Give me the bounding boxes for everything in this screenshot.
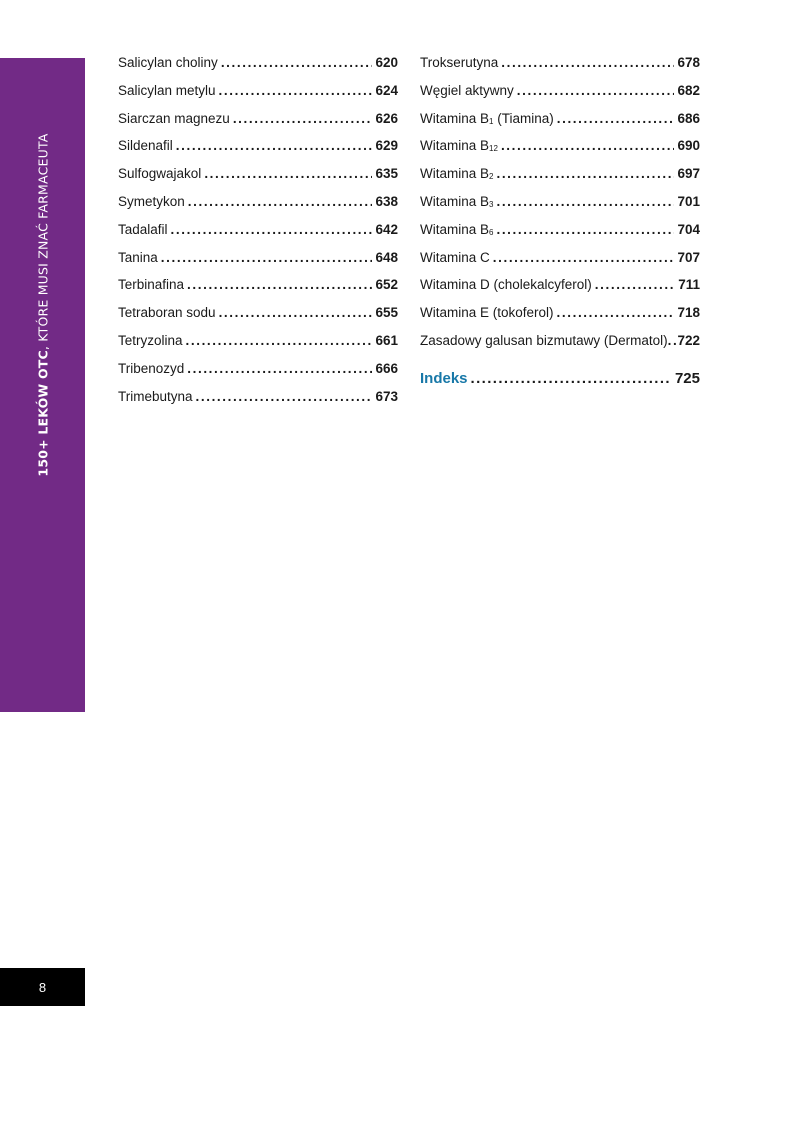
toc-entry[interactable] xyxy=(420,327,700,355)
toc-entry[interactable] xyxy=(118,271,398,299)
leader-dots xyxy=(219,299,373,327)
leader-dots xyxy=(161,244,373,272)
toc-entry[interactable] xyxy=(118,299,398,327)
toc-entry-name: Siarczan magnezu xyxy=(118,110,230,126)
toc-entry[interactable] xyxy=(118,244,398,272)
toc-entry-name: Sildenafil xyxy=(118,138,173,154)
toc-entry-name-suffix: (Tiamina) xyxy=(493,110,554,126)
toc-entry-name xyxy=(420,132,498,160)
toc-entry-name: Witamina D (cholekalcyferol) xyxy=(420,277,592,293)
toc-entry-page: 707 xyxy=(677,249,700,265)
toc-entry-subscript: 2 xyxy=(489,172,494,182)
toc-entry-subscript: 6 xyxy=(489,227,494,237)
toc-entry-page: 686 xyxy=(677,110,700,126)
leader-dots xyxy=(595,271,675,299)
toc-column-right xyxy=(420,49,700,393)
toc-column-left xyxy=(118,49,398,410)
toc-entry[interactable] xyxy=(118,49,398,77)
toc-entry-page: 704 xyxy=(677,221,700,237)
toc-entry-name: Sulfogwajakol xyxy=(118,166,202,182)
book-title-bold: 150+ LEKÓW OTC xyxy=(35,350,51,477)
toc-entry-page: 725 xyxy=(674,369,700,387)
toc-entry[interactable] xyxy=(420,160,700,188)
toc-entry[interactable] xyxy=(118,327,398,355)
leader-dots xyxy=(187,355,372,383)
toc-entry-page: 624 xyxy=(375,82,398,98)
toc-entry-name: Tetraboran sodu xyxy=(118,305,216,321)
index-link[interactable]: Indeks xyxy=(420,369,468,387)
toc-entry[interactable] xyxy=(420,299,700,327)
toc-entry-page: 718 xyxy=(677,305,700,321)
toc-entry[interactable] xyxy=(420,244,700,272)
toc-entry-page: 690 xyxy=(677,138,700,154)
toc-entry[interactable] xyxy=(118,383,398,411)
toc-entry-page: 697 xyxy=(677,166,700,182)
toc-entry[interactable] xyxy=(420,77,700,105)
toc-entry-page: 722 xyxy=(677,332,700,348)
toc-entry-name: Witamina C xyxy=(420,249,490,265)
toc-entry[interactable] xyxy=(420,49,700,77)
leader-dots xyxy=(471,365,672,393)
page-number: 8 xyxy=(0,968,85,1006)
leader-dots xyxy=(204,160,372,188)
leader-dots xyxy=(196,383,373,411)
toc-entry-subscript: 3 xyxy=(489,199,494,209)
leader-dots xyxy=(221,49,373,77)
toc-entry-subscript: 1 xyxy=(489,116,494,126)
leader-dots xyxy=(557,299,675,327)
toc-entry-name: Salicylan metylu xyxy=(118,82,216,98)
toc-entry-name: Tribenozyd xyxy=(118,360,185,376)
toc-entry[interactable] xyxy=(420,271,700,299)
toc-entry-page: 682 xyxy=(677,82,700,98)
leader-dots xyxy=(233,105,373,133)
toc-entry[interactable] xyxy=(420,105,700,133)
toc-entry[interactable] xyxy=(118,216,398,244)
leader-dots xyxy=(668,327,678,355)
leader-dots xyxy=(176,132,373,160)
leader-dots xyxy=(496,216,674,244)
toc-entry-page: 701 xyxy=(677,193,700,209)
leader-dots xyxy=(501,132,675,160)
toc-entry[interactable] xyxy=(118,132,398,160)
toc-entry-page: 652 xyxy=(375,277,398,293)
toc-entry-name xyxy=(420,216,493,244)
toc-entry-name: Salicylan choliny xyxy=(118,55,218,70)
toc-entry-name-base: Witamina B xyxy=(420,193,490,209)
toc-entry[interactable] xyxy=(118,77,398,105)
toc-entry-name: Symetykon xyxy=(118,193,185,209)
toc-entry-page: 626 xyxy=(375,110,398,126)
toc-entry-page: 648 xyxy=(375,249,398,265)
leader-dots xyxy=(496,160,674,188)
toc-entry-index[interactable] xyxy=(420,365,700,393)
leader-dots xyxy=(219,77,373,105)
toc-entry[interactable] xyxy=(118,105,398,133)
leader-dots xyxy=(186,327,373,355)
leader-dots xyxy=(493,244,675,272)
leader-dots xyxy=(517,77,675,105)
toc-entry-name: Terbinafina xyxy=(118,277,185,293)
toc-entry-name: Trimebutyna xyxy=(118,388,193,404)
toc-entry-page: 635 xyxy=(375,166,398,182)
toc-entry-name: Tanina xyxy=(118,249,158,265)
leader-dots xyxy=(171,216,373,244)
toc-entry-name xyxy=(420,160,493,188)
toc-entry-page: 620 xyxy=(375,55,398,70)
toc-entry-page: 661 xyxy=(375,332,398,348)
toc-entry[interactable] xyxy=(420,216,700,244)
toc-entry[interactable] xyxy=(118,188,398,216)
toc-entry-name: Zasadowy galusan bizmutawy (Dermatol) xyxy=(420,332,668,348)
book-title-rest: , KTÓRE MUSI ZNAĆ FARMACEUTA xyxy=(35,133,51,351)
toc-entry-name xyxy=(420,188,493,216)
toc-entry-page: 655 xyxy=(375,305,398,321)
toc-entry-name xyxy=(420,105,554,133)
toc-entry-name-base: Witamina B xyxy=(420,166,490,182)
leader-dots xyxy=(496,188,674,216)
toc-entry-page: 629 xyxy=(375,138,398,154)
toc-entry-name-base: Witamina B xyxy=(420,221,490,237)
toc-entry-name-base: Witamina B xyxy=(420,110,490,126)
toc-entry-name: Tetryzolina xyxy=(118,332,183,348)
toc-entry-name: Węgiel aktywny xyxy=(420,82,514,98)
toc-entry-page: 678 xyxy=(677,55,700,70)
toc-entry-name: Tadalafil xyxy=(118,221,168,237)
leader-dots xyxy=(557,105,675,133)
toc-entry-name: Trokserutyna xyxy=(420,55,499,70)
toc-entry[interactable] xyxy=(420,188,700,216)
toc-entry[interactable] xyxy=(420,132,700,160)
toc-entry-page: 642 xyxy=(375,221,398,237)
leader-dots xyxy=(187,271,372,299)
toc-entry-name-base: Witamina B xyxy=(420,138,490,154)
toc-entry-page: 638 xyxy=(375,193,398,209)
toc-entry[interactable] xyxy=(118,355,398,383)
toc-entry-page: 711 xyxy=(678,277,700,293)
toc-entry-name: Witamina E (tokoferol) xyxy=(420,305,554,321)
toc-entry[interactable] xyxy=(118,160,398,188)
toc-entry-subscript: 12 xyxy=(489,144,498,154)
toc-entry-page: 673 xyxy=(375,388,398,404)
leader-dots xyxy=(188,188,373,216)
leader-dots xyxy=(501,49,674,77)
toc-entry-page: 666 xyxy=(375,360,398,376)
book-title-vertical xyxy=(36,133,51,476)
